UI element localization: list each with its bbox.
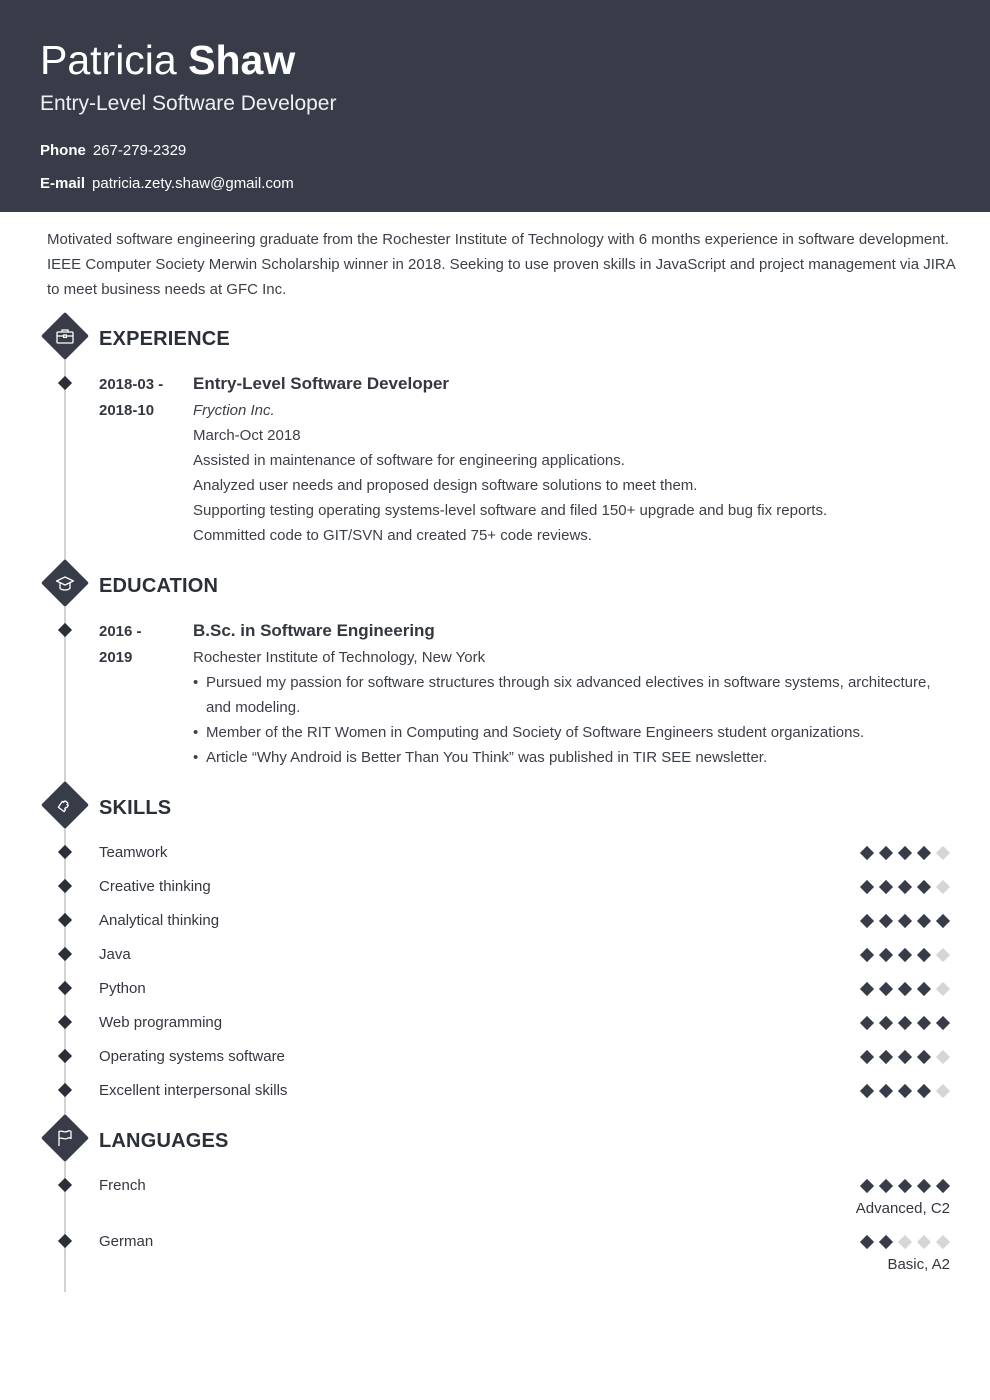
rating-diamond-icon: [917, 1235, 931, 1249]
rating-diamond-icon: [898, 880, 912, 894]
rating-diamond-icon: [898, 1084, 912, 1098]
timeline-dot: [58, 1083, 72, 1097]
date-start: 2018-03 -: [99, 376, 164, 393]
rating-diamond-icon: [860, 1235, 874, 1249]
skill-rating: [860, 914, 950, 928]
timeline-dot: [58, 981, 72, 995]
job-title: Entry-Level Software Developer: [40, 92, 337, 115]
profile-summary: Motivated software engineering graduate from the Rochester Institute of Technology with 6 months experience in software development. IEEE Computer Society Merwin Scholarship winner in 2018. Seeking to use proven skills in JavaScript and project management via JIRA to meet business needs at GFC Inc.: [47, 231, 955, 298]
section-title-education: EDUCATION: [99, 575, 219, 597]
section-title-experience: EXPERIENCE: [99, 328, 230, 350]
rating-diamond-icon: [936, 1179, 950, 1193]
skill-name: Analytical thinking: [99, 912, 220, 929]
skill-name: Teamwork: [99, 844, 168, 861]
timeline-dot: [58, 879, 72, 893]
email-label: E-mail: [40, 175, 86, 192]
education-bullet: • Member of the RIT Women in Computing and Society of Software Engineers student organizations.: [193, 720, 953, 745]
skill-name: Operating systems software: [99, 1048, 285, 1065]
rating-diamond-icon: [860, 982, 874, 996]
education-date: [99, 619, 179, 671]
responsibility-line: Assisted in maintenance of software for engineering applications.: [193, 452, 625, 469]
timeline-dot: [58, 913, 72, 927]
rating-diamond-icon: [917, 846, 931, 860]
rating-diamond-icon: [936, 982, 950, 996]
responsibility-line: Analyzed user needs and proposed design software solutions to meet them.: [193, 477, 698, 494]
responsibility-line: Supporting testing operating systems-level software and filed 150+ upgrade and bug fix reports.: [193, 502, 828, 519]
rating-diamond-icon: [860, 1050, 874, 1064]
rating-diamond-icon: [898, 914, 912, 928]
employment-period: March-Oct 2018: [193, 427, 301, 444]
rating-diamond-icon: [860, 914, 874, 928]
rating-diamond-icon: [917, 1179, 931, 1193]
language-name: French: [99, 1177, 146, 1194]
language-rating: [860, 1179, 950, 1193]
skill-name: Creative thinking: [99, 878, 211, 895]
skill-name: Excellent interpersonal skills: [99, 1082, 288, 1099]
skill-rating: [860, 1050, 950, 1064]
phone-value: 267-279-2329: [92, 142, 187, 159]
section-title-languages: LANGUAGES: [99, 1130, 229, 1152]
timeline-dot: [58, 376, 72, 390]
timeline-dot: [58, 1178, 72, 1192]
timeline-dot: [58, 1234, 72, 1248]
flag-icon: [51, 1124, 79, 1152]
skill-rating: [860, 846, 950, 860]
timeline-dot: [58, 1049, 72, 1063]
company-name: Fryction Inc.: [193, 402, 275, 419]
candidate-name: [40, 36, 295, 84]
timeline-dot: [58, 623, 72, 637]
rating-diamond-icon: [860, 1179, 874, 1193]
email-value[interactable]: patricia.zety.shaw@gmail.com: [92, 175, 294, 192]
timeline-dot: [58, 1015, 72, 1029]
rating-diamond-icon: [898, 1050, 912, 1064]
rating-diamond-icon: [879, 846, 893, 860]
school-name: Rochester Institute of Technology, New York: [193, 649, 486, 666]
rating-diamond-icon: [936, 846, 950, 860]
rating-diamond-icon: [936, 1050, 950, 1064]
rating-diamond-icon: [936, 914, 950, 928]
rating-diamond-icon: [936, 1016, 950, 1030]
rating-diamond-icon: [917, 1084, 931, 1098]
skill-rating: [860, 880, 950, 894]
contact-email: [40, 174, 294, 194]
graduation-cap-icon: [51, 569, 79, 597]
rating-diamond-icon: [879, 1179, 893, 1193]
rating-diamond-icon: [879, 982, 893, 996]
rating-diamond-icon: [936, 880, 950, 894]
rating-diamond-icon: [879, 914, 893, 928]
skill-rating: [860, 1084, 950, 1098]
language-rating: [860, 1235, 950, 1249]
rating-diamond-icon: [860, 1016, 874, 1030]
rating-diamond-icon: [898, 1016, 912, 1030]
puzzle-piece-icon: [51, 791, 79, 819]
skill-name: Web programming: [99, 1014, 223, 1031]
skill-rating: [860, 982, 950, 996]
contact-phone: [40, 141, 186, 161]
experience-entry: [193, 372, 953, 548]
rating-diamond-icon: [936, 1084, 950, 1098]
skill-rating: [860, 948, 950, 962]
rating-diamond-icon: [898, 1235, 912, 1249]
briefcase-icon: [51, 322, 79, 350]
rating-diamond-icon: [860, 880, 874, 894]
rating-diamond-icon: [898, 948, 912, 962]
rating-diamond-icon: [917, 982, 931, 996]
rating-diamond-icon: [917, 948, 931, 962]
rating-diamond-icon: [917, 1016, 931, 1030]
resume-header: [0, 0, 990, 212]
rating-diamond-icon: [898, 846, 912, 860]
timeline-dot: [58, 947, 72, 961]
rating-diamond-icon: [879, 1235, 893, 1249]
degree-title: B.Sc. in Software Engineering: [193, 621, 435, 640]
rating-diamond-icon: [879, 1050, 893, 1064]
rating-diamond-icon: [860, 1084, 874, 1098]
responsibility-line: Committed code to GIT/SVN and created 75+ code reviews.: [193, 527, 592, 544]
rating-diamond-icon: [917, 1050, 931, 1064]
language-name: German: [99, 1233, 154, 1250]
position-title: Entry-Level Software Developer: [193, 374, 450, 393]
timeline-dot: [58, 845, 72, 859]
first-name: Patricia: [40, 37, 177, 83]
rating-diamond-icon: [917, 914, 931, 928]
rating-diamond-icon: [898, 982, 912, 996]
language-level: Advanced, C2: [855, 1200, 950, 1217]
rating-diamond-icon: [879, 1016, 893, 1030]
rating-diamond-icon: [917, 880, 931, 894]
rating-diamond-icon: [936, 948, 950, 962]
skill-name: Java: [99, 946, 131, 963]
rating-diamond-icon: [898, 1179, 912, 1193]
section-title-skills: SKILLS: [99, 797, 172, 819]
rating-diamond-icon: [879, 880, 893, 894]
education-bullet: • Article “Why Android is Better Than You Think” was published in TIR SEE newsletter.: [193, 745, 953, 770]
rating-diamond-icon: [879, 948, 893, 962]
education-bullets: [193, 670, 953, 770]
experience-date: [99, 372, 179, 424]
education-bullet: • Pursued my passion for software structures through six advanced electives in software systems, architecture, and modeling.: [193, 670, 953, 720]
skill-rating: [860, 1016, 950, 1030]
language-level: Basic, A2: [887, 1256, 950, 1273]
rating-diamond-icon: [860, 948, 874, 962]
rating-diamond-icon: [879, 1084, 893, 1098]
education-entry: [193, 619, 953, 770]
skill-name: Python: [99, 980, 146, 997]
rating-diamond-icon: [936, 1235, 950, 1249]
last-name: Shaw: [188, 37, 296, 83]
date-end: 2018-10: [99, 402, 155, 419]
date-start: 2016 -: [99, 623, 142, 640]
rating-diamond-icon: [860, 846, 874, 860]
date-end: 2019: [99, 649, 133, 666]
phone-label: Phone: [40, 142, 86, 159]
